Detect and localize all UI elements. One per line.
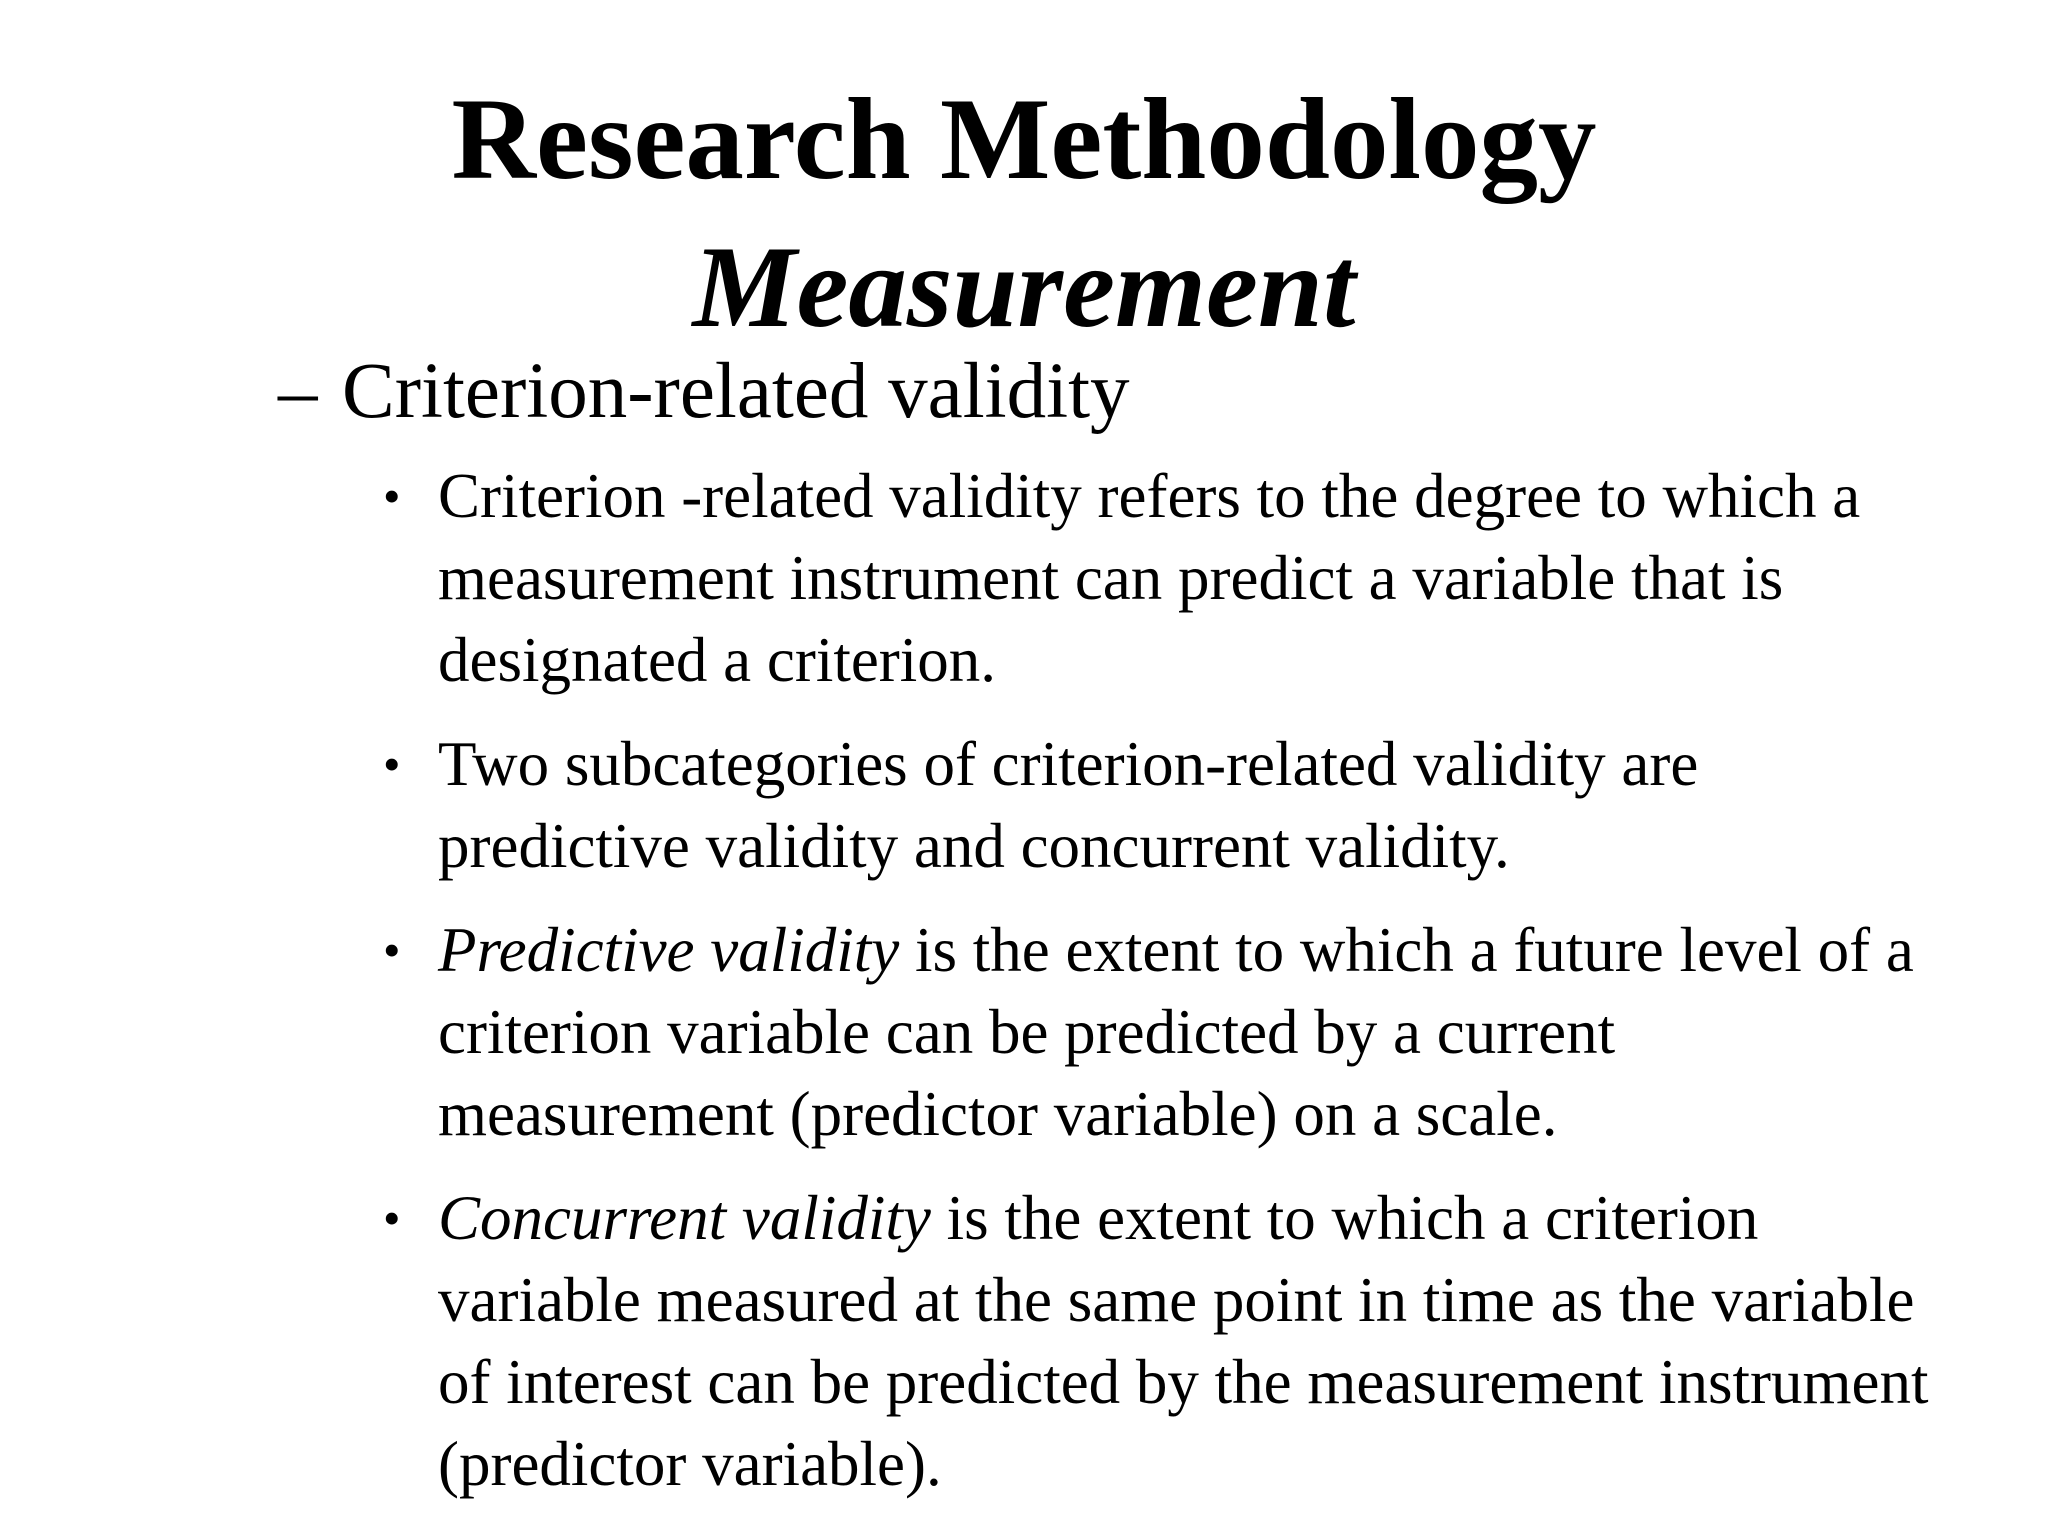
bullet-text: is the extent to which a future level of a criterion variable can be predicted by a current measurement (predictor variable) on a scale.	[438, 915, 1914, 1149]
bullet-term: Concurrent validity	[438, 1183, 931, 1253]
bullet-icon: •	[383, 922, 401, 978]
slide-subtitle: Measurement	[692, 223, 1356, 352]
bullet-text: Two subcategories of criterion-related validity are predictive validity and concurrent validity.	[438, 729, 1699, 881]
bullet-item	[383, 723, 1943, 887]
bullet-item	[383, 909, 1943, 1155]
bullet-text: is the extent to which a criterion variable measured at the same point in time as the variable of interest can be predicted by the measurement instrument (predictor variable).	[438, 1183, 1929, 1499]
bullet-item	[383, 1177, 1943, 1505]
bullet-icon: •	[383, 468, 401, 524]
dash-marker: –	[278, 348, 318, 435]
section-heading-text: Criterion-related validity	[342, 348, 1130, 435]
bullet-icon: •	[383, 736, 401, 792]
slide-title: Research Methodology	[451, 75, 1597, 204]
bullet-term: Predictive validity	[438, 915, 900, 985]
bullet-text: Criterion -related validity refers to the degree to which a measurement instrument can predict a variable that is designated a criterion.	[438, 461, 1861, 695]
section-heading	[278, 344, 1130, 440]
bullet-item	[383, 455, 1943, 701]
bullet-icon: •	[383, 1190, 401, 1246]
bullet-list	[383, 455, 1943, 1527]
